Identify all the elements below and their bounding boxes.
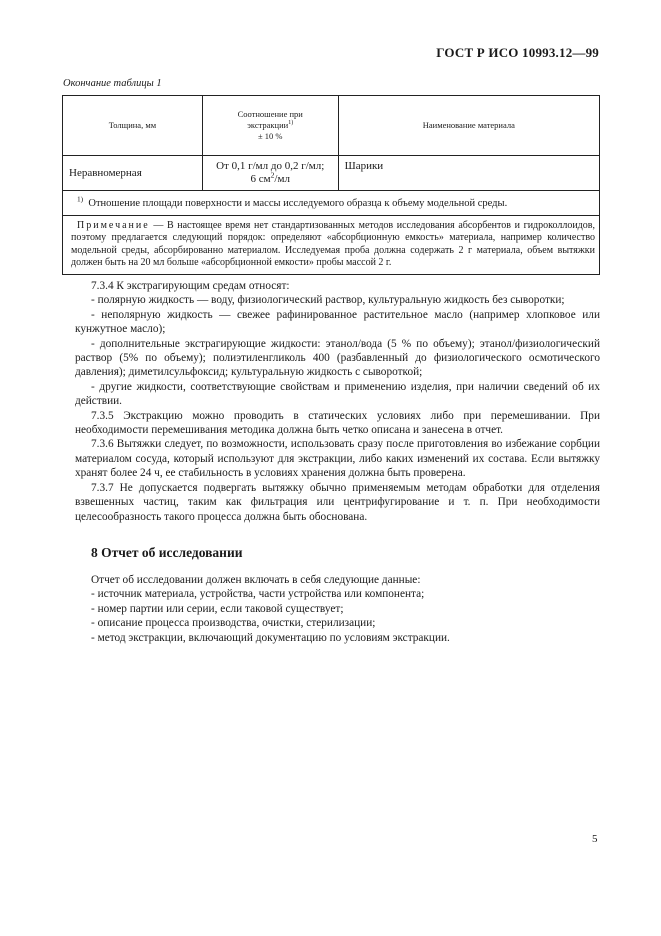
- paragraph-7-3-4: 7.3.4 К экстрагирующим средам относят:: [91, 280, 290, 292]
- list-item: - другие жидкости, соответствующие свойствам и применению изделия, при наличии сведений об их действии.: [75, 380, 600, 408]
- note-text: — В настоящее время нет стандартизованных методов исследования абсорбентов и гидроколлоидов, поэтому предлагается следующий порядок: определяют «абсорбционную емкость» материала, например количество модельной среды, абсорбированно материалом. Исследуемая проба должна содержать 2 г материала, объем вытяжки должен быть на 20 мл больше «абсорбционной емкости» пробы массой 2 г.: [71, 220, 595, 268]
- document-header: ГОСТ Р ИСО 10993.12—99: [436, 45, 599, 60]
- table-caption: Окончание таблицы 1: [63, 78, 162, 89]
- section-8-text: [75, 573, 600, 645]
- table-note: [63, 216, 600, 275]
- section-7-3-text: [75, 279, 600, 524]
- paragraph-7-3-7: 7.3.7 Не допускается подвергать вытяжку обычно применяемым методам обработки для отделения взвешенных частиц, таким как фильтрация или центрифугирование и т. п. При необходимости целесообразность такого процесса должна быть обоснована.: [75, 481, 600, 523]
- footnote-mark: 1): [77, 194, 84, 203]
- list-item: - полярную жидкость — воду, физиологический раствор, культуральную жидкость без сыворотки;: [91, 294, 565, 307]
- paragraph-7-3-5: 7.3.5 Экстракцию можно проводить в статических условиях либо при перемешивании. При необходимости перемешивания методика должна быть четко описана и занесена в отчет.: [75, 409, 600, 437]
- section-8-title: 8 Отчет об исследовании: [91, 545, 243, 560]
- cell-ratio-superscript: 2: [270, 170, 275, 180]
- table-header-row: [63, 96, 600, 156]
- table-footnote-row: [63, 191, 600, 216]
- list-item: - метод экстракции, включающий документацию по условиям экстракции.: [91, 631, 450, 644]
- cell-ratio-line1: От 0,1 г/мл до 0,2 г/мл;: [216, 160, 325, 172]
- cell-material: Шарики: [338, 156, 599, 191]
- header-ratio-line2: экстракции: [247, 120, 289, 130]
- header-ratio-footnote-ref: 1): [288, 120, 294, 127]
- header-ratio: [202, 96, 338, 156]
- page-number: 5: [592, 833, 598, 845]
- cell-thickness: Неравномерная: [63, 156, 203, 191]
- header-thickness: Толщина, мм: [63, 96, 203, 156]
- list-item: - источник материала, устройства, части устройства или компонента;: [91, 588, 425, 601]
- cell-ratio: [202, 156, 338, 191]
- header-ratio-line1: Соотношение при: [237, 109, 303, 119]
- paragraph-7-3-6: 7.3.6 Вытяжки следует, по возможности, использовать сразу после приготовления во избежание сорбции материалом сосуда, который используют для экстракции, либо каких изменений их состава. Если вытяжку хранят более 24 ч, ее стабильность в условиях хранения должна быть проверена.: [75, 438, 600, 480]
- footnote-text: Отношение площади поверхности и массы исследуемого образца к объему модельной среды.: [88, 197, 508, 209]
- section-8-intro: Отчет об исследовании должен включать в себя следующие данные:: [91, 574, 421, 586]
- extraction-table: [62, 95, 600, 275]
- note-label: Примечание: [77, 220, 150, 231]
- header-material: Наименование материала: [338, 96, 599, 156]
- list-item: - дополнительные экстрагирующие жидкости: этанол/вода (5 % по объему); этанол/физиологический раствор (5% по объему); полиэтиленгликоль 400 (разбавленный до физиологического осмотического давления); диметилсульфоксид; культуральную жидкость с сывороткой;: [75, 337, 600, 379]
- list-item: - номер партии или серии, если таковой существует;: [91, 602, 344, 615]
- table-footnote: [63, 191, 600, 216]
- table-row: [63, 156, 600, 191]
- list-item: - описание процесса производства, очистки, стерилизации;: [91, 617, 376, 630]
- list-item: - неполярную жидкость — свежее рафинированное растительное масло (например хлопковое или кунжутное масло);: [75, 308, 600, 336]
- table-note-row: [63, 216, 600, 275]
- cell-ratio-line2a: 6 см: [250, 173, 271, 185]
- cell-ratio-line2b: /мл: [274, 173, 290, 185]
- header-ratio-line3: ± 10 %: [257, 131, 283, 141]
